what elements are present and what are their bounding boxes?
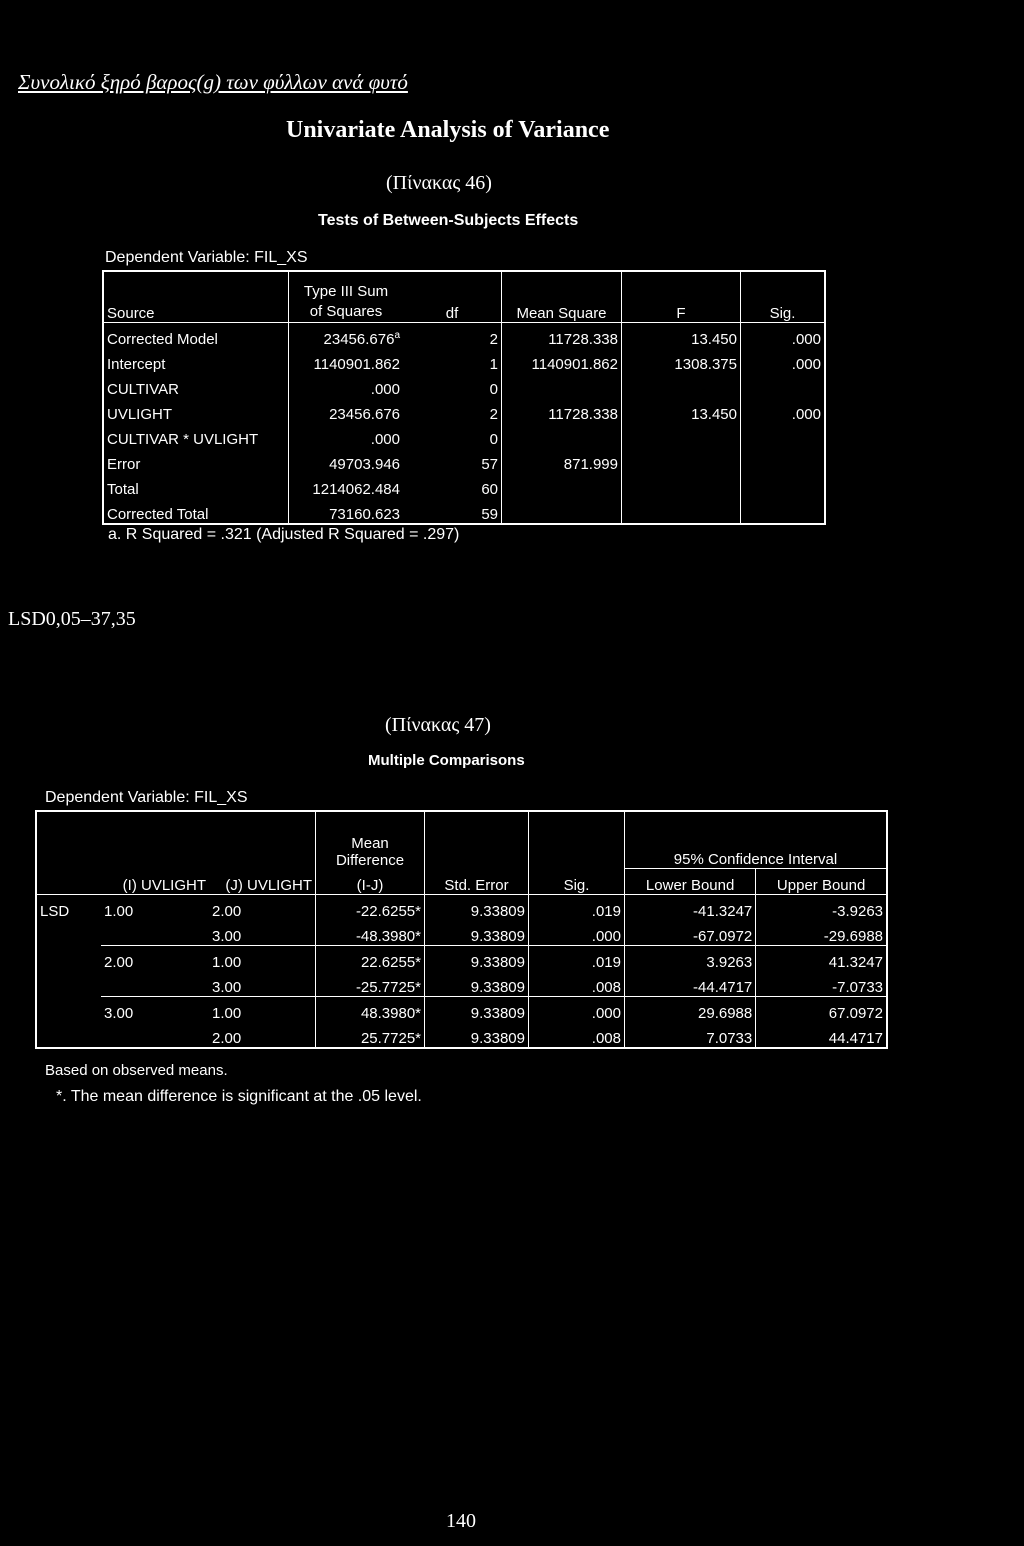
sum-of-squares-cell xyxy=(289,498,404,524)
table-row xyxy=(103,448,825,473)
sig-cell: .008 xyxy=(529,971,625,997)
table-row xyxy=(103,348,825,373)
i-uvlight-cell xyxy=(101,920,209,946)
table-row xyxy=(103,398,825,423)
header-lower-bound: Lower Bound xyxy=(625,869,756,895)
mean-square-cell: 1140901.862 xyxy=(502,348,622,373)
header-std-error: Std. Error xyxy=(425,869,529,895)
i-uvlight-cell: 3.00 xyxy=(101,997,209,1023)
df-cell: 57 xyxy=(403,448,502,473)
j-uvlight-cell: 3.00 xyxy=(209,920,316,946)
sig-cell xyxy=(741,473,826,498)
df-cell: 2 xyxy=(403,398,502,423)
j-uvlight-cell: 3.00 xyxy=(209,971,316,997)
header-f: F xyxy=(622,271,741,323)
std-error-cell: 9.33809 xyxy=(425,895,529,921)
header-confidence-interval: 95% Confidence Interval xyxy=(625,811,888,869)
source-cell: Corrected Model xyxy=(103,323,289,349)
header-md-line2: Difference xyxy=(335,851,405,869)
source-cell: Error xyxy=(103,448,289,473)
df-cell: 1 xyxy=(403,348,502,373)
lsd-note: LSD0,05–37,35 xyxy=(8,608,136,630)
table-row xyxy=(36,997,887,1023)
header-ss-line2: of Squares xyxy=(309,303,383,320)
sig-cell xyxy=(741,498,826,524)
df-cell: 0 xyxy=(403,423,502,448)
sum-of-squares-cell xyxy=(289,423,404,448)
mean-square-cell xyxy=(502,498,622,524)
sig-cell: .000 xyxy=(791,331,821,348)
f-cell xyxy=(622,473,741,498)
std-error-cell: 9.33809 xyxy=(425,946,529,972)
table-subheader-row xyxy=(36,869,887,895)
table-row xyxy=(36,971,887,997)
sum-of-squares-value: 49703.946 xyxy=(329,456,400,473)
sum-of-squares-value: .000 xyxy=(370,381,400,398)
header-sig: Sig. xyxy=(529,869,625,895)
analysis-title: Univariate Analysis of Variance xyxy=(286,117,610,143)
mean-difference-cell: 25.7725* xyxy=(316,1022,425,1048)
upper-bound-cell: -29.6988 xyxy=(823,928,883,945)
sum-of-squares-value: 1214062.484 xyxy=(312,481,400,498)
header-mean-difference xyxy=(316,811,425,869)
f-cell xyxy=(622,448,741,473)
f-cell: 13.450 xyxy=(622,323,741,349)
sig-cell xyxy=(741,448,826,473)
sig-cell: .008 xyxy=(529,1022,625,1048)
sig-cell xyxy=(741,423,826,448)
method-cell xyxy=(36,946,101,972)
std-error-cell: 9.33809 xyxy=(425,971,529,997)
upper-bound-cell: 41.3247 xyxy=(756,946,887,972)
f-cell: 13.450 xyxy=(622,398,741,423)
sum-of-squares-value: 73160.623 xyxy=(329,506,400,523)
mean-square-cell: 871.999 xyxy=(502,448,622,473)
f-cell xyxy=(622,423,741,448)
f-cell xyxy=(622,498,741,524)
mean-difference-cell: -48.3980* xyxy=(316,920,425,946)
source-cell: CULTIVAR * UVLIGHT xyxy=(103,423,289,448)
source-cell: Intercept xyxy=(103,348,289,373)
i-uvlight-cell xyxy=(101,971,209,997)
mean-square-cell: 11728.338 xyxy=(502,398,622,423)
source-cell: UVLIGHT xyxy=(103,398,289,423)
table-46-title: Tests of Between-Subjects Effects xyxy=(318,212,579,229)
multiple-comparisons-table xyxy=(35,810,888,1049)
sum-of-squares-cell xyxy=(289,323,404,349)
header-sig: Sig. xyxy=(741,271,826,323)
sig-cell: .000 xyxy=(529,997,625,1023)
method-cell xyxy=(36,1022,101,1048)
df-cell: 0 xyxy=(403,373,502,398)
table-46-caption: (Πίνακας 46) xyxy=(386,172,492,194)
table-row xyxy=(103,373,825,398)
header-blank xyxy=(209,811,316,869)
header-ss-line1: Type III Sum xyxy=(303,283,389,300)
j-uvlight-cell: 2.00 xyxy=(209,1022,316,1048)
lower-bound-cell: 29.6988 xyxy=(625,997,756,1023)
table-47-title: Multiple Comparisons xyxy=(368,752,525,769)
sum-of-squares-cell xyxy=(289,348,404,373)
lower-bound-cell: -67.0972 xyxy=(625,920,756,946)
sum-of-squares-cell xyxy=(289,473,404,498)
sum-of-squares-value: 23456.676 xyxy=(329,406,400,423)
table-row xyxy=(36,895,887,921)
std-error-cell: 9.33809 xyxy=(425,997,529,1023)
table-row xyxy=(103,323,825,349)
sum-of-squares-value: 23456.676 xyxy=(323,331,395,348)
f-cell xyxy=(622,373,741,398)
header-sum-of-squares xyxy=(289,271,404,323)
lower-bound-cell: 3.9263 xyxy=(625,946,756,972)
table-47-dependent-variable: Dependent Variable: FIL_XS xyxy=(45,789,248,806)
method-cell xyxy=(36,920,101,946)
mean-square-cell xyxy=(502,373,622,398)
df-cell: 2 xyxy=(403,323,502,349)
mean-square-cell xyxy=(502,423,622,448)
sum-of-squares-value: .000 xyxy=(370,431,400,448)
j-uvlight-cell: 2.00 xyxy=(209,895,316,921)
header-blank xyxy=(529,811,625,869)
header-upper-bound: Upper Bound xyxy=(756,869,887,895)
upper-bound-cell: -7.0733 xyxy=(832,979,883,996)
header-i-uvlight: (I) UVLIGHT xyxy=(101,869,209,895)
header-md-line1: Mean xyxy=(351,834,389,852)
table-row xyxy=(36,946,887,972)
header-md-line3: (I-J) xyxy=(316,869,425,895)
header-df: df xyxy=(403,271,502,323)
lower-bound-cell: 7.0733 xyxy=(625,1022,756,1048)
header-mean-square: Mean Square xyxy=(502,271,622,323)
sum-of-squares-cell xyxy=(289,398,404,423)
sig-cell: .000 xyxy=(529,920,625,946)
method-cell xyxy=(36,997,101,1023)
table-row xyxy=(103,498,825,524)
std-error-cell: 9.33809 xyxy=(425,1022,529,1048)
lower-bound-cell: -41.3247 xyxy=(625,895,756,921)
method-cell: LSD xyxy=(40,903,70,920)
header-source: Source xyxy=(103,271,289,323)
f-cell: 1308.375 xyxy=(622,348,741,373)
table-header-row xyxy=(103,271,825,323)
df-cell: 59 xyxy=(403,498,502,524)
sig-cell: .000 xyxy=(791,406,821,423)
header-j-uvlight: (J) UVLIGHT xyxy=(209,869,316,895)
table-row xyxy=(36,920,887,946)
mean-square-cell xyxy=(502,473,622,498)
source-cell: CULTIVAR xyxy=(103,373,289,398)
mean-difference-cell: -22.6255* xyxy=(316,895,425,921)
table-row xyxy=(36,1022,887,1048)
table-row xyxy=(103,473,825,498)
header-blank xyxy=(101,811,209,869)
source-cell: Corrected Total xyxy=(103,498,289,524)
between-subjects-effects-table xyxy=(102,270,826,525)
upper-bound-cell: 44.4717 xyxy=(828,1030,883,1047)
mean-difference-cell: 48.3980* xyxy=(316,997,425,1023)
source-cell: Total xyxy=(103,473,289,498)
sig-cell: .000 xyxy=(791,356,821,373)
lower-bound-cell: -44.4717 xyxy=(625,971,756,997)
sum-of-squares-cell xyxy=(289,373,404,398)
mean-square-cell: 11728.338 xyxy=(502,323,622,349)
j-uvlight-cell: 1.00 xyxy=(209,997,316,1023)
table-46-footnote: a. R Squared = .321 (Adjusted R Squared = .297) xyxy=(108,526,460,543)
table-47-caption: (Πίνακας 47) xyxy=(385,714,491,736)
i-uvlight-cell: 1.00 xyxy=(104,903,134,920)
upper-bound-cell: -3.9263 xyxy=(832,903,883,920)
mean-difference-cell: 22.6255* xyxy=(316,946,425,972)
upper-bound-cell: 67.0972 xyxy=(756,997,887,1023)
sum-of-squares-cell xyxy=(289,448,404,473)
method-cell xyxy=(36,971,101,997)
header-blank xyxy=(36,869,101,895)
page-number: 140 xyxy=(446,1510,476,1532)
footnote-marker: a xyxy=(394,330,400,341)
table-47-note-significance: *. The mean difference is significant at the .05 level. xyxy=(56,1088,422,1105)
table-row xyxy=(103,423,825,448)
table-46-dependent-variable: Dependent Variable: FIL_XS xyxy=(105,249,308,266)
std-error-cell: 9.33809 xyxy=(425,920,529,946)
sig-cell: .019 xyxy=(529,946,625,972)
j-uvlight-cell: 1.00 xyxy=(209,946,316,972)
sum-of-squares-value: 1140901.862 xyxy=(313,356,400,373)
sig-cell: .019 xyxy=(529,895,625,921)
i-uvlight-cell xyxy=(101,1022,209,1048)
document-title: Συνολικό ξηρό βαρος(g) των φύλλων ανά φυτό xyxy=(18,70,408,94)
header-blank xyxy=(425,811,529,869)
table-header-row xyxy=(36,811,887,869)
header-blank xyxy=(36,811,101,869)
table-47-note-observed-means: Based on observed means. xyxy=(45,1062,228,1079)
df-cell: 60 xyxy=(403,473,502,498)
i-uvlight-cell: 2.00 xyxy=(101,946,209,972)
mean-difference-cell: -25.7725* xyxy=(316,971,425,997)
sig-cell xyxy=(741,373,826,398)
